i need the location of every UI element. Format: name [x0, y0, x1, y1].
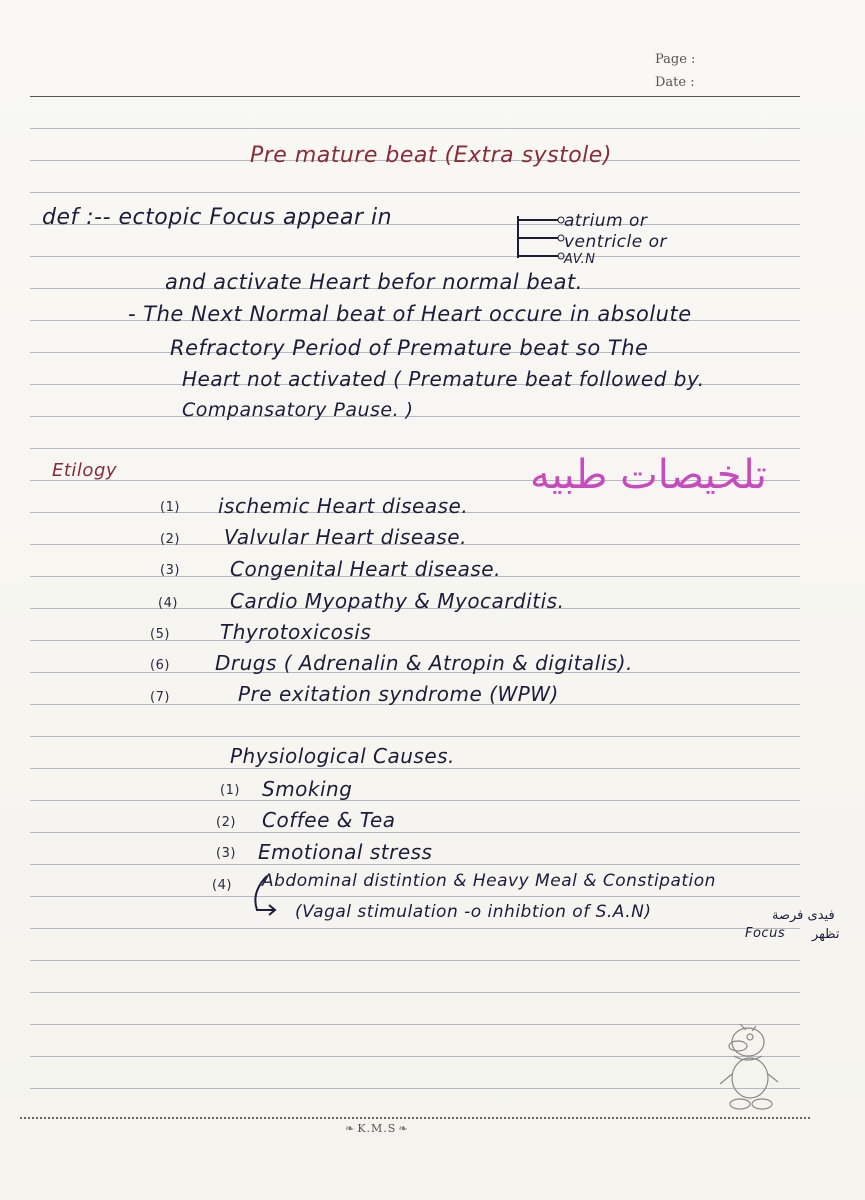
site-atrium: atrium or	[564, 211, 648, 231]
ruled-line	[30, 960, 800, 961]
cartoon-doodle-icon	[710, 1020, 790, 1115]
definition-line-2: and activate Heart befor normal beat.	[165, 270, 583, 294]
etiology-item-5: Thyrotoxicosis	[220, 620, 372, 644]
site-ventricle: ventricle or	[564, 232, 667, 252]
physio-item-1: Smoking	[262, 777, 353, 801]
definition-prefix: def :-- ectopic Focus appear in	[42, 205, 393, 230]
ruled-line	[30, 256, 800, 257]
physiological-heading: Physiological Causes.	[230, 744, 455, 768]
etiology-num-5: (5)	[150, 627, 170, 642]
site-avn: AV.N	[564, 252, 596, 267]
branch-brace-icon	[510, 212, 570, 262]
definition-line-3: - The Next Normal beat of Heart occure in absolute	[128, 302, 692, 326]
ruled-line	[30, 768, 800, 769]
curved-arrow-icon	[245, 872, 285, 920]
focus-note: Focus	[745, 926, 786, 941]
page-title: Pre mature beat (Extra systole)	[250, 143, 612, 168]
definition-line-5: Heart not activated ( Premature beat followed by.	[182, 367, 705, 391]
definition-line-4: Refractory Period of Premature beat so The	[170, 336, 649, 360]
page-label: Page :	[655, 52, 696, 67]
physio-item-3: Emotional stress	[258, 840, 433, 864]
ruled-line	[30, 1024, 800, 1025]
etiology-num-7: (7)	[150, 690, 170, 705]
ruled-line	[30, 128, 800, 129]
ruled-line	[30, 800, 800, 801]
ruled-line	[30, 640, 800, 641]
ruled-line	[30, 928, 800, 929]
etiology-item-4: Cardio Myopathy & Myocarditis.	[230, 589, 565, 613]
definition-line-6: Compansatory Pause. )	[182, 399, 414, 421]
etiology-num-6: (6)	[150, 658, 170, 673]
date-label: Date :	[655, 75, 695, 90]
etiology-num-2: (2)	[160, 532, 180, 547]
ruled-line	[30, 832, 800, 833]
physio-num-3: (3)	[216, 846, 236, 861]
ruled-line	[30, 896, 800, 897]
ruled-line	[30, 992, 800, 993]
etiology-num-4: (4)	[158, 596, 178, 611]
physio-item-4: Abdominal distintion & Heavy Meal & Constipation	[262, 871, 716, 891]
physio-num-1: (1)	[220, 783, 240, 798]
etiology-item-1: ischemic Heart disease.	[218, 494, 469, 518]
etiology-item-7: Pre exitation syndrome (WPW)	[238, 682, 559, 706]
ruled-line	[30, 1088, 800, 1089]
arabic-note-2: تظهر	[812, 927, 840, 942]
physio-item-2: Coffee & Tea	[262, 808, 396, 832]
etiology-item-6: Drugs ( Adrenalin & Atropin & digitalis).	[215, 651, 633, 675]
etiology-heading: Etilogy	[52, 460, 118, 481]
ruled-line	[30, 864, 800, 865]
ruled-line	[30, 448, 800, 449]
ruled-line	[30, 736, 800, 737]
etiology-item-2: Valvular Heart disease.	[224, 525, 467, 549]
physio-num-2: (2)	[216, 815, 236, 830]
vagal-stimulation-note: (Vagal stimulation -o inhibtion of S.A.N)	[295, 902, 652, 922]
etiology-item-3: Congenital Heart disease.	[230, 557, 501, 581]
ruled-line	[30, 416, 800, 417]
etiology-num-1: (1)	[160, 500, 180, 515]
footer-dotted-line	[20, 1117, 810, 1119]
arabic-note: فيدى فرصة	[772, 908, 835, 923]
ruled-line	[30, 192, 800, 193]
arabic-watermark: تلخيصات طبيه	[530, 452, 767, 498]
etiology-num-3: (3)	[160, 563, 180, 578]
ruled-line	[30, 1056, 800, 1057]
footer-mark: ❧ K.M.S ❧	[345, 1122, 409, 1135]
physio-num-4: (4)	[212, 878, 232, 893]
header-rule	[30, 96, 800, 97]
